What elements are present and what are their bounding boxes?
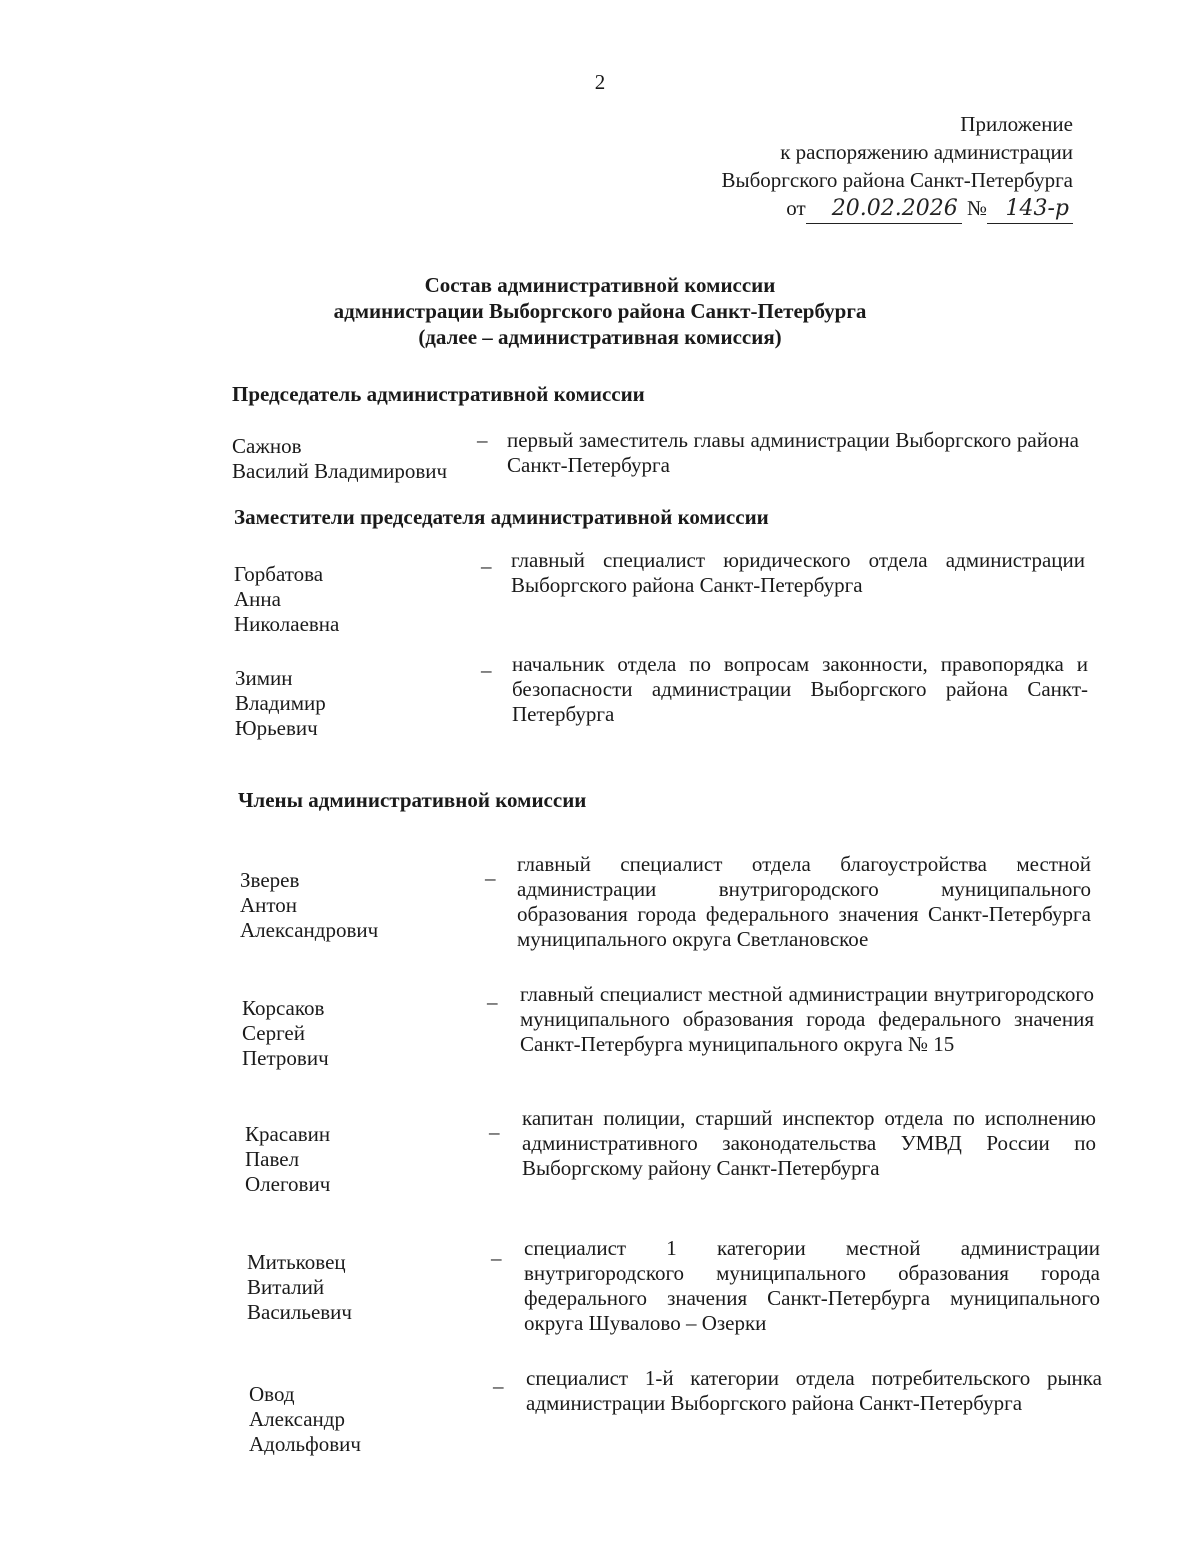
member-patronymic: Петрович: [242, 1046, 329, 1070]
member-surname: Митьковец: [247, 1250, 346, 1274]
member-surname: Горбатова: [234, 562, 324, 586]
member-position: первый заместитель главы администрации Выборгского района Санкт-Петербурга: [507, 428, 1079, 477]
separator-dash: –: [487, 990, 498, 1014]
appendix-header: [721, 110, 1073, 224]
appendix-authority: Выборгского района Санкт-Петербурга: [721, 168, 1073, 192]
member-names: [234, 562, 339, 637]
title-line-3: (далее – административная комиссия): [418, 325, 782, 349]
section-heading-members: Члены административной комиссии: [238, 788, 587, 812]
date-prefix: от: [786, 196, 806, 220]
separator-dash: –: [493, 1374, 504, 1398]
member-surname: Сажнов: [232, 434, 302, 458]
member-patronymic: Александрович: [240, 918, 379, 942]
member-name: Анна: [234, 587, 281, 611]
section-heading-chair: Председатель административной комиссии: [232, 382, 645, 406]
member-names: [247, 1250, 352, 1325]
title-line-2: администрации Выборгского района Санкт-Петербурга: [333, 299, 867, 323]
member-patronymic: Олегович: [245, 1172, 331, 1196]
separator-dash: –: [489, 1120, 500, 1144]
member-name: Антон: [240, 893, 298, 917]
member-surname: Красавин: [245, 1122, 331, 1146]
separator-dash: –: [485, 866, 496, 890]
member-names: [242, 996, 329, 1071]
member-name: Александр: [249, 1407, 345, 1431]
member-position: капитан полиции, старший инспектор отдела по исполнению административного законодательства УМВД России по Выборгскому району Санкт-Петербурга: [522, 1106, 1096, 1180]
member-names: [232, 434, 447, 484]
member-patronymic: Юрьевич: [235, 716, 318, 740]
member-position: главный специалист местной администрации внутригородского муниципального образования города федерального значения Санкт-Петербурга муниципального округа № 15: [520, 982, 1094, 1056]
number-prefix: №: [966, 196, 987, 220]
handwritten-number: 143-р: [987, 195, 1073, 224]
member-names: [235, 666, 326, 741]
separator-dash: –: [481, 554, 492, 578]
member-position: главный специалист юридического отдела администрации Выборгского района Санкт-Петербурга: [511, 548, 1085, 597]
member-position: главный специалист отдела благоустройства местной администрации внутригородского муниципального образования города федерального значения Санкт-Петербурга муниципального округа Светлановское: [517, 852, 1091, 951]
appendix-date-number: [721, 194, 1073, 224]
member-names: [245, 1122, 330, 1197]
member-name: Василий Владимирович: [232, 459, 448, 483]
member-names: [249, 1382, 361, 1457]
appendix-label: Приложение: [960, 112, 1073, 136]
title-line-1: Состав административной комиссии: [424, 273, 776, 297]
appendix-order-ref: к распоряжению администрации: [780, 140, 1073, 164]
member-surname: Овод: [249, 1382, 295, 1406]
member-name: Павел: [245, 1147, 300, 1171]
member-patronymic: Васильевич: [247, 1300, 352, 1324]
page-number: 2: [594, 70, 606, 94]
member-name: Владимир: [235, 691, 326, 715]
member-name: Сергей: [242, 1021, 305, 1045]
member-surname: Зимин: [235, 666, 293, 690]
member-surname: Корсаков: [242, 996, 325, 1020]
member-patronymic: Николаевна: [234, 612, 340, 636]
handwritten-date: 20.02.2026: [806, 195, 962, 224]
separator-dash: –: [481, 658, 492, 682]
separator-dash: –: [491, 1246, 502, 1270]
member-position: специалист 1 категории местной администрации внутригородского муниципального образования города федерального значения Санкт-Петербурга муниципального округа Шувалово – Озерки: [524, 1236, 1100, 1335]
separator-dash: –: [477, 428, 488, 452]
member-position: начальник отдела по вопросам законности, правопорядка и безопасности администрации Выборгского района Санкт-Петербурга: [512, 652, 1088, 726]
member-name: Виталий: [247, 1275, 325, 1299]
member-surname: Зверев: [240, 868, 300, 892]
member-names: [240, 868, 378, 943]
document-title: [0, 272, 1200, 350]
member-patronymic: Адольфович: [249, 1432, 361, 1456]
member-position: специалист 1-й категории отдела потребительского рынка администрации Выборгского района Санкт-Петербурга: [526, 1366, 1102, 1415]
section-heading-deputies: Заместители председателя административной комиссии: [234, 505, 769, 529]
